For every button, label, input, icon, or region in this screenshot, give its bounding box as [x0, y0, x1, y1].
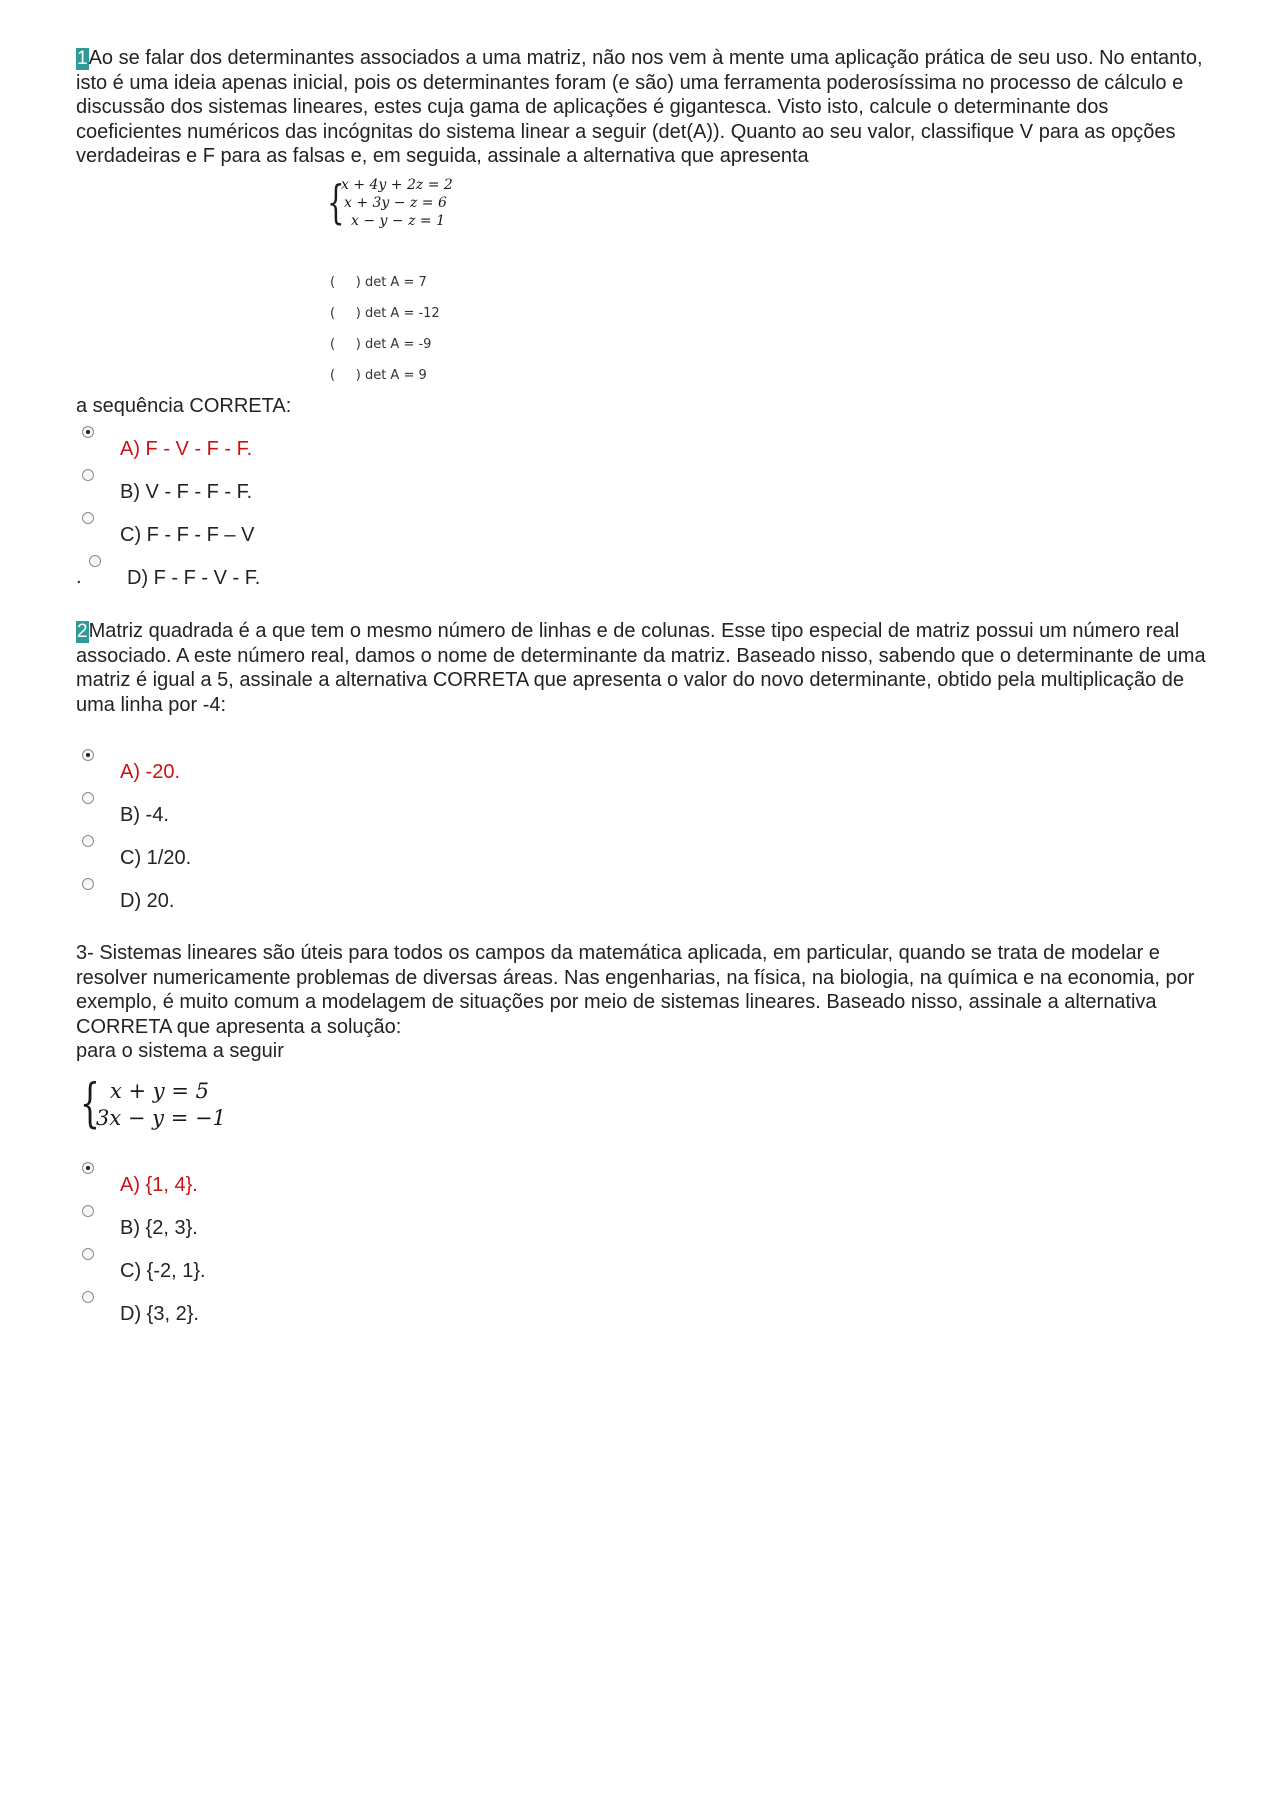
q3-equation-1: x + y = 5 [110, 1079, 209, 1103]
q1-statement-4: ( ) det A = 9 [330, 368, 427, 383]
question-3-subtext: para o sistema a seguir [76, 1040, 284, 1062]
q1-option-a-label: A) F - V - F - F. [120, 438, 253, 460]
q1-equation-3: x − y − z = 1 [351, 213, 445, 229]
q1-option-c-label: C) F - F - F – V [120, 524, 255, 546]
radio-unselected[interactable] [82, 1248, 94, 1260]
q1-statement-3: ( ) det A = -9 [330, 337, 432, 352]
q1-equation-2: x + 3y − z = 6 [344, 195, 447, 211]
question-1-text [76, 46, 1216, 169]
radio-unselected[interactable] [82, 835, 94, 847]
question-1-number: 1 [77, 48, 88, 69]
left-brace: { [80, 1074, 100, 1134]
q2-option-c-label: C) 1/20. [120, 847, 192, 869]
radio-unselected[interactable] [82, 1291, 94, 1303]
radio-unselected[interactable] [82, 792, 94, 804]
radio-unselected[interactable] [82, 878, 94, 890]
q3-option-c-label: C) {-2, 1}. [120, 1260, 206, 1282]
radio-unselected[interactable] [82, 1205, 94, 1217]
q2-option-d-label: D) 20. [120, 890, 175, 912]
question-2-body: Matriz quadrada é a que tem o mesmo número de linhas e de colunas. Esse tipo especial de matriz possui um número real associado. A este número real, damos o nome de determinante da matriz. Baseado nisso, sabendo que o determinante de uma matriz é igual a 5, assinale a alternativa CORRETA que apresenta o valor do novo determinante, obtido pela multiplicação de uma linha por -4: [76, 620, 1206, 716]
q3-option-d-label: D) {3, 2}. [120, 1303, 199, 1325]
question-3-text: 3- Sistemas lineares são úteis para todos os campos da matemática aplicada, em particular, quando se trata de modelar e resolver numericamente problemas de diversas áreas. Nas engenharias, na física, na biologia, na química e na economia, por exemplo, é muito comum a modelagem de situações por meio de sistemas lineares. Baseado nisso, assinale a alternativa CORRETA que apresenta a solução: [76, 942, 1195, 1038]
q2-option-b-label: B) -4. [120, 804, 169, 826]
q3-option-b-label: B) {2, 3}. [120, 1217, 198, 1239]
question-1-body: Ao se falar dos determinantes associados a uma matriz, não nos vem à mente uma aplicação prática de seu uso. No entanto, isto é uma ideia apenas inicial, pois os determinantes foram (e são) uma ferramenta poderosíssima no processo de cálculo e discussão dos sistemas lineares, estes cuja gama de aplicações é gigantesca. Visto isto, calcule o determinante dos coeficientes numéricos das incógnitas do sistema linear a seguir (det(A)). Quanto ao seu valor, classifique V para as opções verdadeiras e F para as falsas e, em seguida, assinale a alternativa que apresenta [76, 47, 1203, 167]
radio-selected[interactable] [82, 749, 94, 761]
radio-selected[interactable] [82, 426, 94, 438]
q3-option-a-label: A) {1, 4}. [120, 1174, 198, 1196]
q1-statement-1: ( ) det A = 7 [330, 275, 427, 290]
radio-unselected[interactable] [89, 555, 101, 567]
radio-unselected[interactable] [82, 469, 94, 481]
q1-statement-2: ( ) det A = -12 [330, 306, 440, 321]
q2-option-a-label: A) -20. [120, 761, 181, 783]
left-brace: { [327, 175, 345, 229]
q1-option-b-label: B) V - F - F - F. [120, 481, 253, 503]
question-2-number: 2 [77, 621, 88, 642]
q1-option-d-label: D) F - F - V - F. [127, 567, 261, 589]
stray-dot: . [76, 566, 82, 588]
radio-selected[interactable] [82, 1162, 94, 1174]
q1-equation-1: x + 4y + 2z = 2 [341, 177, 453, 193]
q1-tail-text: a sequência CORRETA: [76, 395, 292, 417]
radio-unselected[interactable] [82, 512, 94, 524]
q3-equation-2: 3x − y = −1 [96, 1106, 226, 1130]
question-2-text [76, 619, 1216, 717]
